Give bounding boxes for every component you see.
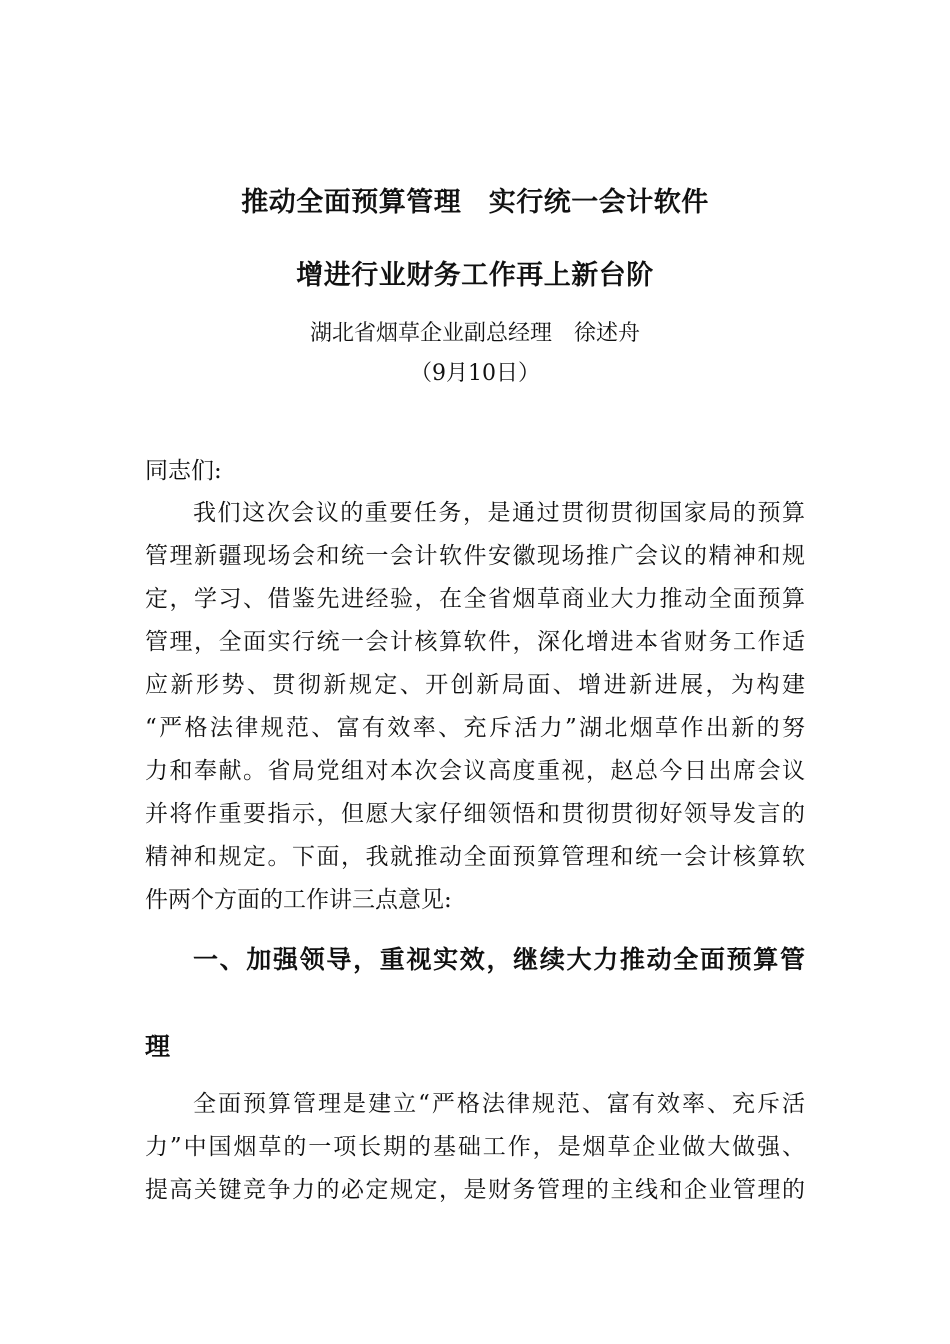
paragraph-1-line: 我们这次会议的重要任务，是通过贯彻贯彻国家局的预算 [193, 500, 805, 526]
author-line: 湖北省烟草企业副总经理 徐述舟 [309, 321, 640, 346]
date-line: （9月10日） [410, 361, 540, 386]
paragraph-1-line: 管理，全面实行统一会计核算软件，深化增进本省财务工作适 [145, 629, 805, 655]
paragraph-2-line: 全面预算管理是建立“严格法律规范、富有效率、充斥活 [193, 1091, 805, 1117]
paragraph-1-line: 并将作重要指示，但愿大家仔细领悟和贯彻贯彻好领导发言的 [145, 801, 805, 827]
paragraph-1-line: 定，学习、借鉴先进经验，在全省烟草商业大力推动全面预算 [145, 586, 805, 612]
paragraph-1-line: 力和奉献。省局党组对本次会议高度重视，赵总今日出席会议 [145, 758, 805, 784]
paragraph-2-line: 力”中国烟草的一项长期的基础工作，是烟草企业做大做强、 [145, 1134, 805, 1160]
greeting: 同志们: [145, 458, 222, 484]
paragraph-1-line: 管理新疆现场会和统一会计软件安徽现场推广会议的精神和规 [145, 543, 805, 569]
paragraph-1-line: 精神和规定。下面，我就推动全面预算管理和统一会计核算软 [145, 844, 805, 870]
document-title-line-2: 增进行业财务工作再上新台阶 [296, 260, 654, 291]
paragraph-1-line: “严格法律规范、富有效率、充斥活力”湖北烟草作出新的努 [145, 715, 805, 741]
section-1-heading: 一、加强领导，重视实效，继续大力推动全面预算管 [193, 945, 805, 974]
paragraph-2-line: 提高关键竞争力的必定规定，是财务管理的主线和企业管理的 [145, 1177, 805, 1203]
document-title-line-1: 推动全面预算管理 实行统一会计软件 [241, 187, 709, 218]
paragraph-1-line: 件两个方面的工作讲三点意见: [145, 887, 452, 913]
paragraph-1-line: 应新形势、贯彻新规定、开创新局面、增进新进展，为构建 [145, 672, 805, 698]
section-1-heading-continued: 理 [145, 1032, 171, 1061]
